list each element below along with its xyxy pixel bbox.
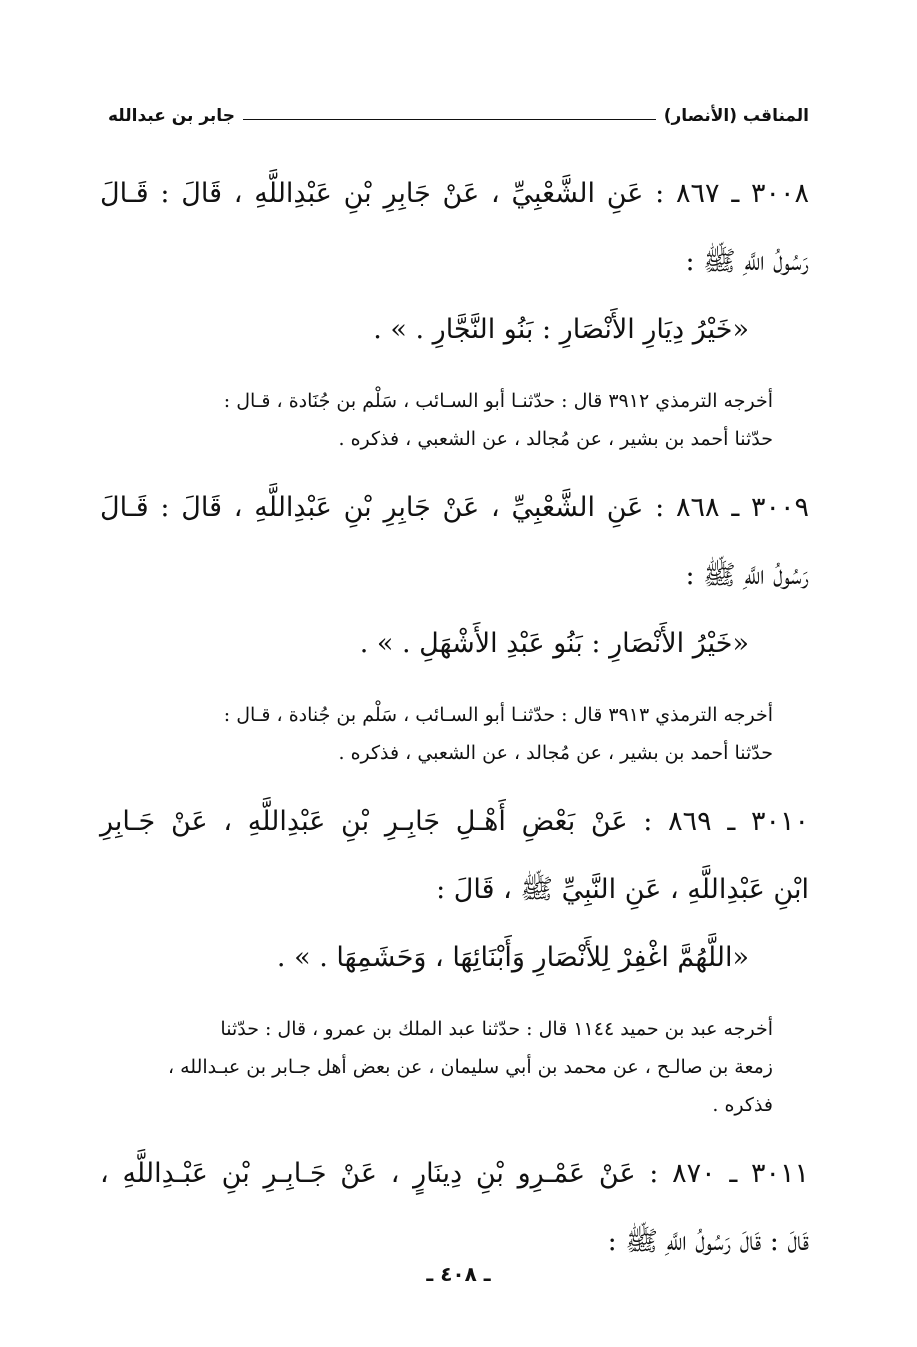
hadith-entry — [100, 474, 809, 772]
hadith-text — [100, 788, 809, 924]
running-head — [108, 98, 809, 126]
takhrij-line: حدّثنا أحمد بن بشير ، عن مُجالد ، عن الشعبي ، فذكره . — [338, 428, 773, 450]
takhrij-line: فذكره . — [712, 1094, 773, 1116]
hadith-text — [100, 474, 809, 610]
takhrij-line: أخرجه عبد بن حميد ١١٤٤ قال : حدّثنا عبد الملك بن عمرو ، قال : حدّثنا — [220, 1018, 773, 1040]
hadith-entry — [100, 160, 809, 458]
takhrij-note — [100, 382, 773, 458]
takhrij-note — [100, 1010, 773, 1124]
hadith-line: رَسُولُ اللَّهِ ﷺ : — [685, 246, 809, 277]
prophetic-quote: «خَيْرُ الأَنْصَارِ : بَنُو عَبْدِ الأَشْهَلِ . » . — [359, 628, 749, 659]
hadith-line: ٣٠٠٩ ـ ٨٦٨ : عَنِ الشَّعْبِيِّ ، عَنْ جَابِرِ بْنِ عَبْدِاللَّهِ ، قَالَ : قَـالَ — [100, 492, 810, 523]
hadith-entry — [100, 788, 809, 1124]
hadith-line: قَالَ : قَالَ رَسُولُ اللَّهِ ﷺ : — [607, 1226, 809, 1257]
prophetic-quote: «اللَّهُمَّ اغْفِرْ لِلأَنْصَارِ وَأَبْنَائِهَا ، وَحَشَمِهَا . » . — [276, 942, 749, 973]
takhrij-line: زمعة بن صالـح ، عن محمد بن أبي سليمان ، عن بعض أهل جـابر بن عبـدالله ، — [167, 1056, 773, 1078]
hadith-line: ٣٠١٠ ـ ٨٦٩ : عَنْ بَعْضِ أَهْـلِ جَابِـرِ بْنِ عَبْدِاللَّهِ ، عَنْ جَـابِرِ — [100, 806, 809, 837]
hadith-line: ابْنِ عَبْدِاللَّهِ ، عَنِ النَّبِيِّ ﷺ ، قَالَ : — [436, 874, 809, 905]
hadith-line: ٣٠٠٨ ـ ٨٦٧ : عَنِ الشَّعْبِيِّ ، عَنْ جَابِرِ بْنِ عَبْدِاللَّهِ ، قَالَ : قَـالَ — [100, 178, 810, 209]
prophetic-quote: «خَيْرُ دِيَارِ الأَنْصَارِ : بَنُو النَّجَّارِ . » . — [373, 314, 749, 345]
takhrij-note — [100, 696, 773, 772]
takhrij-line: أخرجه الترمذي ٣٩١٣ قال : حدّثنـا أبو السـائب ، سَلْم بن جُنادة ، قـال : — [223, 704, 773, 726]
hadith-line: ٣٠١١ ـ ٨٧٠ : عَنْ عَمْـرِو بْنِ دِينَارٍ ، عَنْ جَـابِـرِ بْنِ عَبْـدِاللَّهِ ، — [100, 1158, 809, 1189]
hadith-text — [100, 1140, 809, 1276]
page-number: ـ ٤٠٨ ـ — [426, 1262, 491, 1286]
running-head-subject: جابر بن عبدالله — [108, 106, 235, 126]
running-head-chapter: المناقب (الأنصار) — [663, 106, 809, 126]
takhrij-line: أخرجه الترمذي ٣٩١٢ قال : حدّثنـا أبو السـائب ، سَلْم بن جُنَادة ، قـال : — [223, 390, 773, 412]
hadith-entry — [100, 1140, 809, 1276]
hadith-text — [100, 160, 809, 296]
header-rule — [243, 119, 656, 120]
hadith-line: رَسُولُ اللَّهِ ﷺ : — [685, 560, 809, 591]
takhrij-line: حدّثنا أحمد بن بشير ، عن مُجالد ، عن الشعبي ، فذكره . — [338, 742, 773, 764]
page-content — [100, 160, 809, 1276]
